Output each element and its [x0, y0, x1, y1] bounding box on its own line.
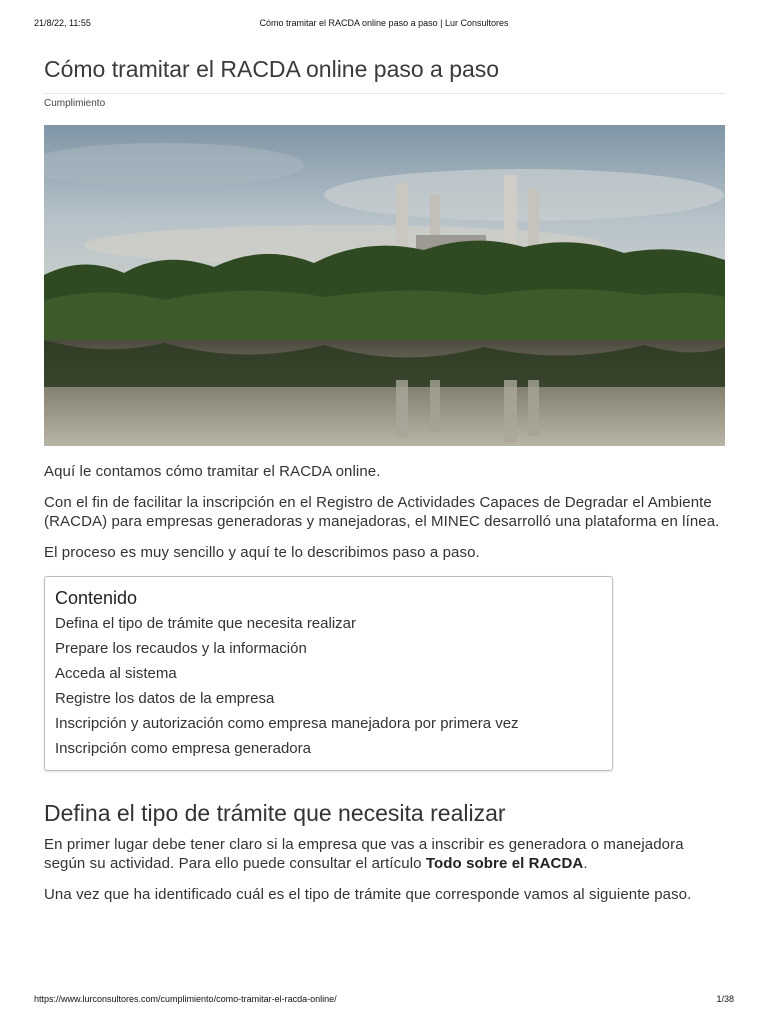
category-label[interactable]: Cumplimiento: [44, 98, 106, 109]
toc-item[interactable]: Inscripción y autorización como empresa manejadora por primera vez: [55, 715, 519, 732]
section-paragraph-2: Una vez que ha identificado cuál es el tipo de trámite que corresponde vamos al siguiente paso.: [44, 886, 692, 903]
todo-sobre-racda-link[interactable]: Todo sobre el RACDA: [425, 855, 584, 872]
toc-item[interactable]: Defina el tipo de trámite que necesita realizar: [55, 615, 356, 632]
toc-title: Contenido: [55, 588, 138, 608]
section-paragraph-1-text: En primer lugar debe tener claro si la empresa que vas a inscribir es generadora o manejadora según su actividad. Para ello puede consultar el artículo: [44, 836, 684, 872]
section-paragraph-1-end: .: [583, 855, 588, 872]
print-footer: [0, 990, 768, 1010]
page-title: Cómo tramitar el RACDA online paso a paso: [44, 55, 725, 94]
toc-item[interactable]: Inscripción como empresa generadora: [55, 740, 311, 757]
section-paragraph-1: [44, 835, 725, 873]
toc-item[interactable]: Acceda al sistema: [55, 665, 177, 682]
hero-image-power-plant: [44, 125, 725, 446]
toc-item[interactable]: Registre los datos de la empresa: [55, 690, 275, 707]
intro-paragraph: Aquí le contamos cómo tramitar el RACDA online.: [44, 463, 381, 480]
description-paragraph: Con el fin de facilitar la inscripción en el Registro de Actividades Capaces de Degradar el Ambiente (RACDA) para empresas generadoras y manejadoras, el MINEC desarrolló una plataforma en línea.: [44, 494, 720, 530]
print-page-title: Cómo tramitar el RACDA online paso a paso | Lur Consultores: [259, 18, 509, 28]
print-url: https://www.lurconsultores.com/cumplimiento/como-tramitar-el-racda-online/: [34, 994, 337, 1004]
print-datetime: 21/8/22, 11:55: [34, 18, 91, 28]
toc-item[interactable]: Prepare los recaudos y la información: [55, 640, 307, 657]
section-heading: Defina el tipo de trámite que necesita realizar: [44, 800, 506, 826]
process-paragraph: El proceso es muy sencillo y aquí te lo describimos paso a paso.: [44, 544, 480, 561]
table-of-contents: [44, 576, 613, 771]
article: [44, 46, 725, 904]
print-header: [0, 0, 768, 46]
print-page-number: 1/38: [716, 994, 734, 1004]
